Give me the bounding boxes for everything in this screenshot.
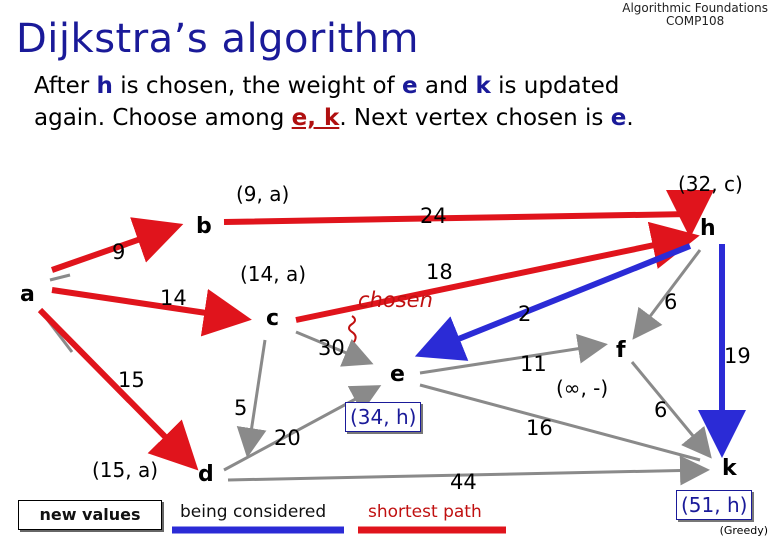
node-h: h bbox=[700, 216, 716, 241]
weight-ef: 11 bbox=[520, 352, 547, 376]
caption-node-e: e bbox=[610, 105, 627, 131]
weight-de: 20 bbox=[274, 426, 301, 450]
page-title: Dijkstra’s algorithm bbox=[16, 16, 419, 62]
edge-f-k bbox=[632, 362, 708, 454]
weight-ek: 16 bbox=[526, 416, 553, 440]
dist-d: (15, a) bbox=[92, 458, 159, 482]
edge-h-e bbox=[426, 246, 690, 352]
weight-ac: 14 bbox=[160, 286, 187, 310]
caption-seg: and bbox=[417, 73, 476, 99]
edge-c-d bbox=[248, 340, 265, 452]
weight-fk: 6 bbox=[654, 398, 668, 422]
dist-c: (14, a) bbox=[240, 262, 307, 286]
caption-seg: is chosen, the weight of bbox=[112, 73, 402, 99]
weight-ad: 15 bbox=[118, 368, 145, 392]
edge-a-d bbox=[40, 310, 190, 462]
course-line1: Algorithmic Foundations bbox=[622, 1, 768, 15]
course-line2: COMP108 bbox=[665, 14, 725, 28]
weight-bh: 24 bbox=[420, 204, 447, 228]
legend-being-considered: being considered bbox=[180, 502, 327, 522]
weight-hk: 19 bbox=[724, 344, 751, 368]
weight-ch: 18 bbox=[426, 260, 453, 284]
weight-hf: 6 bbox=[664, 290, 678, 314]
weight-eh: 2 bbox=[518, 302, 532, 326]
dist-b: (9, a) bbox=[236, 182, 290, 206]
footer-greedy: (Greedy) bbox=[719, 524, 768, 537]
dist-e-new: (34, h) bbox=[345, 402, 421, 432]
edge-b-h bbox=[224, 214, 690, 226]
chosen-pointer bbox=[349, 316, 356, 342]
node-e: e bbox=[390, 362, 405, 387]
legend-new-values: new values bbox=[18, 500, 162, 530]
legend-shortest-path: shortest path bbox=[368, 502, 482, 522]
node-b: b bbox=[196, 214, 212, 239]
node-a: a bbox=[20, 282, 35, 307]
caption-node-k: k bbox=[475, 73, 491, 99]
dist-f: (∞, -) bbox=[556, 376, 609, 400]
node-f: f bbox=[616, 338, 626, 363]
caption-seg: . Next vertex chosen is bbox=[339, 105, 611, 131]
caption-seg: again. Choose among bbox=[34, 105, 292, 131]
caption-node-e: e bbox=[401, 73, 418, 99]
chosen-label: chosen bbox=[358, 288, 433, 312]
dist-h: (32, c) bbox=[678, 172, 743, 196]
edge-e-f bbox=[420, 345, 602, 373]
edge-a-c bbox=[52, 290, 240, 318]
caption-seg: . bbox=[626, 105, 634, 131]
node-c: c bbox=[266, 306, 280, 331]
dist-k-new: (51, h) bbox=[676, 490, 752, 520]
caption-seg: is updated bbox=[490, 73, 620, 99]
caption-node-h: h bbox=[96, 73, 113, 99]
edge-a-b-base bbox=[50, 275, 70, 280]
caption-candidates: e, k bbox=[291, 105, 340, 131]
weight-dk: 44 bbox=[450, 470, 477, 494]
weight-cd: 5 bbox=[234, 396, 248, 420]
node-k: k bbox=[722, 456, 737, 481]
node-d: d bbox=[198, 462, 214, 487]
caption-seg: After bbox=[34, 73, 97, 99]
edge-c-h bbox=[296, 238, 688, 320]
weight-ce: 30 bbox=[318, 336, 345, 360]
weight-ab: 9 bbox=[112, 240, 126, 264]
